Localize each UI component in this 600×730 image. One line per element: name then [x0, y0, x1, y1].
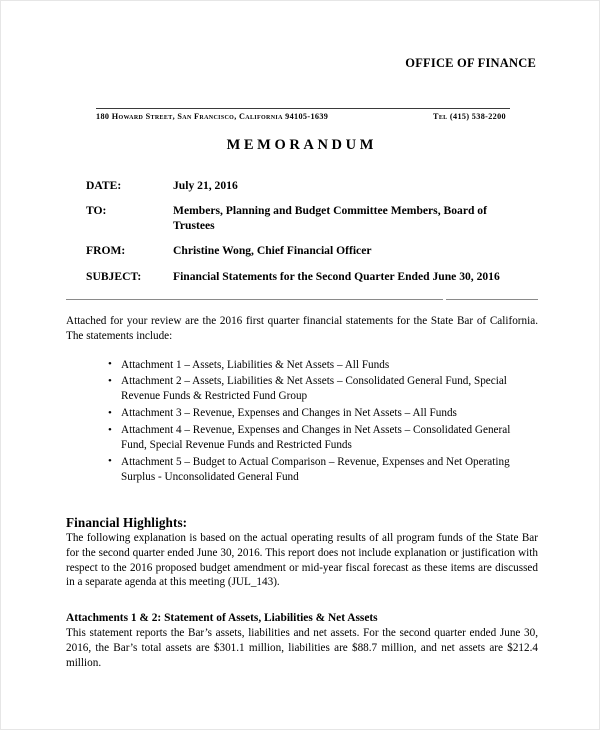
list-item: • Attachment 5 – Budget to Actual Comparison – Revenue, Expenses and Net Operating Surplus - Unconsolidated General Fund	[66, 455, 538, 485]
memo-body	[66, 314, 538, 671]
letterhead-rule	[96, 108, 510, 109]
memo-field-to-label: TO:	[86, 204, 107, 218]
attachments-1-2-heading: Attachments 1 & 2: Statement of Assets, Liabilities & Net Assets	[66, 612, 378, 625]
memo-field-subject-label: SUBJECT:	[86, 269, 142, 283]
memo-field-to-value: Members, Planning and Budget Committee Members, Board of Trustees	[173, 204, 487, 232]
list-item: • Attachment 2 – Assets, Liabilities & Net Assets – Consolidated General Fund, Special Revenue Funds & Restricted Fund Group	[66, 374, 538, 404]
memo-field-from-value: Christine Wong, Chief Financial Officer	[173, 244, 372, 258]
memo-field-date	[86, 179, 536, 193]
financial-highlights-heading: Financial Highlights:	[66, 514, 188, 530]
header-body-divider	[66, 299, 538, 300]
intro-paragraph: Attached for your review are the 2016 first quarter financial statements for the State Bar of California. The statements include:	[66, 315, 538, 342]
memo-field-from	[86, 244, 536, 258]
memo-field-subject-value: Financial Statements for the Second Quarter Ended June 30, 2016	[173, 269, 500, 283]
memo-header-fields	[86, 179, 536, 295]
letterhead	[66, 1, 536, 122]
memo-field-from-label: FROM:	[86, 244, 126, 258]
memo-field-to	[86, 204, 536, 233]
letterhead-address: 180 Howard Street, San Francisco, California 94105-1639	[96, 111, 329, 121]
office-of-finance-title: OFFICE OF FINANCE	[405, 56, 536, 70]
list-item: • Attachment 1 – Assets, Liabilities & Net Assets – All Funds	[66, 358, 538, 373]
letterhead-contact-row	[96, 112, 510, 122]
attachments-list	[66, 358, 538, 485]
memo-field-subject	[86, 270, 536, 284]
letterhead-telephone: Tel (415) 538-2200	[433, 111, 506, 121]
memo-field-date-value: July 21, 2016	[173, 179, 238, 192]
memo-field-date-label: DATE:	[86, 179, 122, 192]
attachments-1-2-paragraph: This statement reports the Bar’s assets, liabilities and net assets. For the second quarter ended June 30, 2016, the Bar’s total assets are $301.1 million, liabilities are $88.7 million, and net assets are $212.4 million.	[66, 627, 538, 669]
financial-highlights-paragraph: The following explanation is based on the actual operating results of all program funds of the State Bar for the second quarter ended June 30, 2016. This report does not include explanation or justification with respect to the 2016 proposed budget amendment or mid-year fiscal forecast as these items are discussed in a separate agenda at this meeting (JUL_143).	[66, 532, 538, 589]
memorandum-title: MEMORANDUM	[226, 137, 377, 153]
list-item: • Attachment 4 – Revenue, Expenses and Changes in Net Assets – Consolidated General Fund, Special Revenue Funds and Restricted Funds	[66, 423, 538, 453]
list-item: • Attachment 3 – Revenue, Expenses and Changes in Net Assets – All Funds	[66, 406, 538, 421]
